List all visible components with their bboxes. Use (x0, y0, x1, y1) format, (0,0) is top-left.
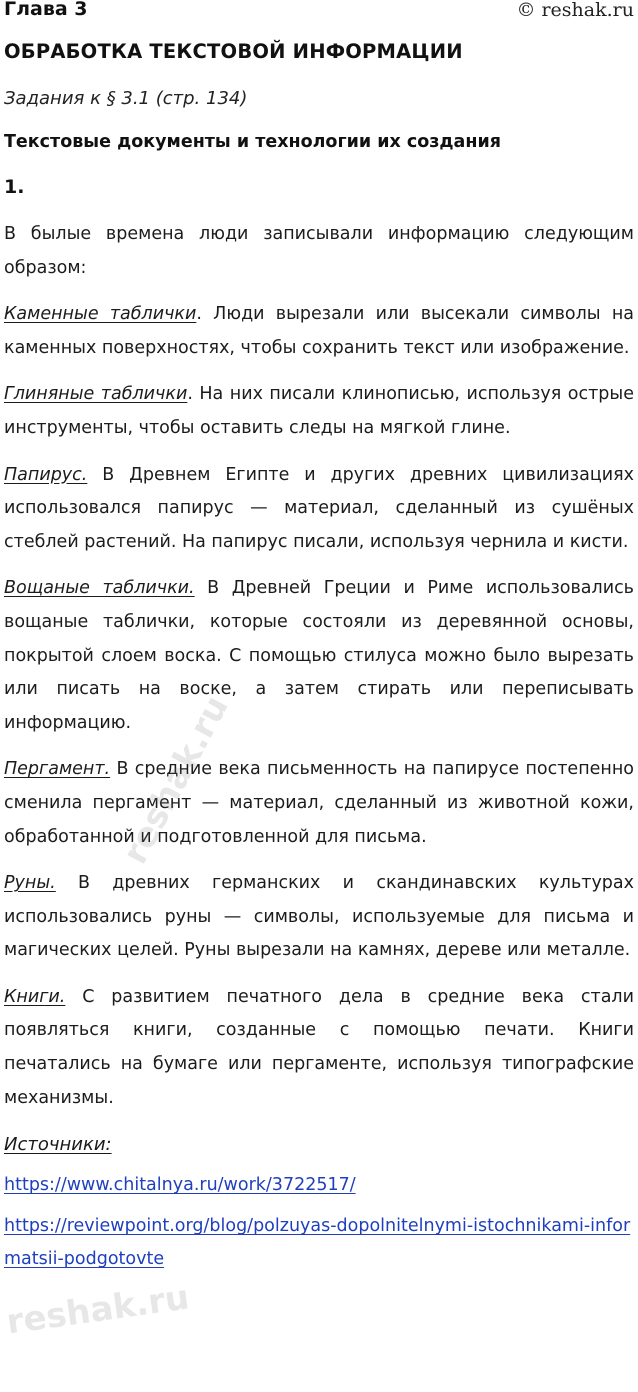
paragraph-books (4, 981, 634, 1115)
task-number: 1. (4, 176, 25, 198)
section-title: Текстовые документы и технологии их создания (4, 132, 501, 152)
source-link[interactable]: https://www.chitalnya.ru/work/3722517/ (4, 1175, 356, 1196)
assignment-subtitle: Задания к § 3.1 (стр. 134) (4, 88, 248, 109)
paragraph-text: В Древнем Египте и других древних цивилизациях использовался папирус — материал, сделанный из сушёных стеблей растений. На папирус писали, используя чернила и кисти. (4, 464, 634, 552)
page-title: ОБРАБОТКА ТЕКСТОВОЙ ИНФОРМАЦИИ (4, 40, 463, 63)
paragraph-clay-tablets (4, 378, 634, 445)
paragraph-text: В древних германских и скандинавских культурах использовались руны — символы, используемые для письма и магических целей. Руны вырезали на камнях, дереве или металле. (4, 873, 634, 961)
chapter-label: Глава 3 (4, 0, 88, 20)
paragraph-text: . На них писали клинописью, используя острые инструменты, чтобы оставить следы на мягкой глине. (4, 384, 634, 438)
paragraph-parchment (4, 753, 634, 854)
term-label: Руны. (4, 873, 56, 894)
paragraph-text: С развитием печатного дела в средние века стали появляться книги, созданные с помощью печати. Книги печатались на бумаге или пергаменте, используя типографские механизмы. (4, 986, 634, 1108)
source-link[interactable]: https://reviewpoint.org/blog/polzuyas-dopolnitelnymi-istochnikami-informatsii-podgotovte (4, 1216, 631, 1270)
term-label: Глиняные таблички (4, 384, 188, 405)
term-label: Книги. (4, 986, 66, 1007)
copyright-label: © reshak.ru (516, 0, 634, 21)
paragraph-wax-tablets (4, 572, 634, 740)
term-label: Папирус. (4, 464, 88, 485)
term-label: Каменные таблички (4, 304, 197, 325)
sources-heading: Источники: (4, 1134, 112, 1156)
term-label: Вощаные таблички. (4, 578, 195, 599)
page-header (4, 0, 634, 26)
intro-paragraph: В былые времена люди записывали информацию следующим образом: (4, 224, 634, 278)
paragraph-runes (4, 867, 634, 968)
paragraph-text: В средние века письменность на папирусе постепенно сменила пергамент — материал, сделанный из животной кожи, обработанной и подготовленной для письма. (4, 759, 634, 847)
paragraph-stone-tablets (4, 298, 634, 365)
watermark: reshak.ru (115, 689, 237, 871)
watermark: reshak.ru (4, 1277, 192, 1343)
answer-body (4, 218, 634, 1284)
paragraph-text: В Древней Греции и Риме использовались вощаные таблички, которые состояли из деревянной основы, покрытой слоем воска. С помощью стилуса можно было вырезать или писать на воске, а затем стирать или переписывать информацию. (4, 578, 634, 733)
paragraph-text: . Люди вырезали или высекали символы на каменных поверхностях, чтобы сохранить текст или изображение. (4, 304, 634, 358)
term-label: Пергамент. (4, 759, 111, 780)
paragraph-papyrus (4, 459, 634, 560)
